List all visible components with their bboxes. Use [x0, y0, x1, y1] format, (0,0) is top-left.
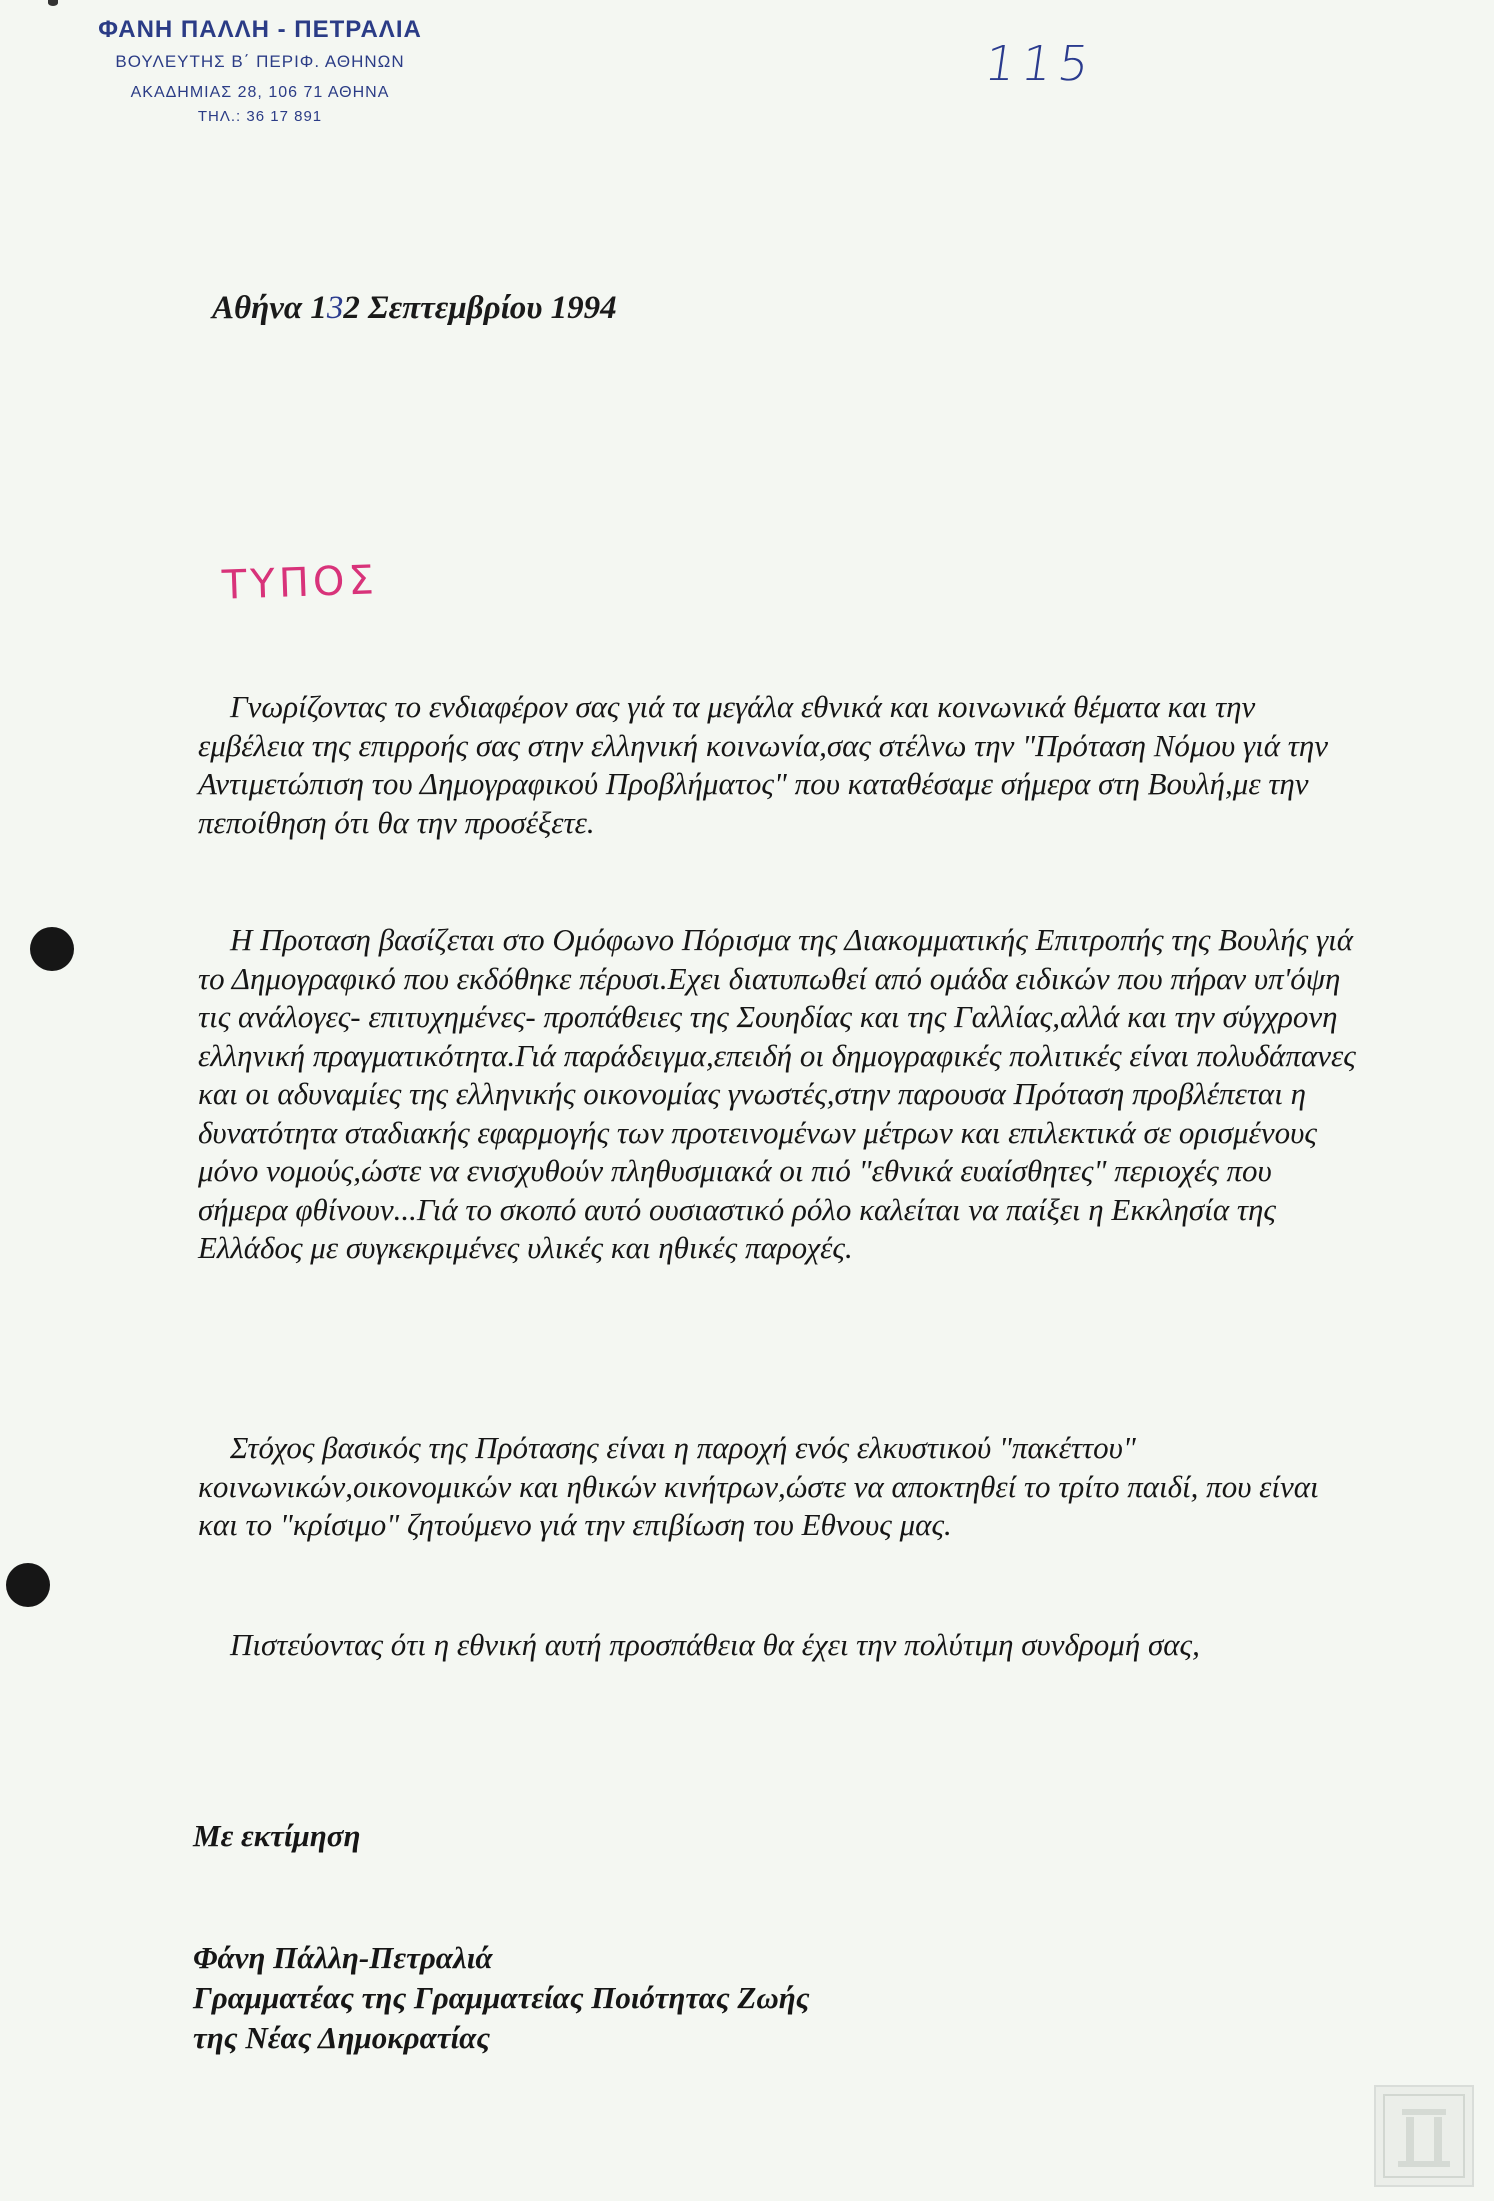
- date-correction: 3: [326, 290, 344, 326]
- paragraph-text: Πιστεύοντας ότι η εθνική αυτή προσπάθεια θα έχει την πολύτιμη συνδρομή σας,: [230, 1627, 1200, 1662]
- signature-title: Γραμματέας της Γραμματείας Ποιότητας Ζωής: [193, 1980, 810, 2015]
- paragraph-text: Στόχος βασικός της Πρότασης είναι η παροχή ενός ελκυστικού "πακέττου" κοινωνικών,οικονομικών και ηθικών κινήτρων,ώστε να αποκτηθεί το τρίτο παιδί, που είναι και το "κρίσιμο" ζητούμενο γιά την επιβίωση του Εθνους μας.: [198, 1430, 1319, 1542]
- signature-block: [193, 1938, 810, 2058]
- signature-name: Φάνη Πάλλη-Πετραλιά: [193, 1940, 493, 1975]
- date-prefix: Αθήνα 1: [212, 290, 327, 326]
- paragraph: [198, 1429, 1358, 1545]
- punch-hole: [30, 927, 74, 971]
- punch-hole: [6, 1563, 50, 1607]
- closing: Με εκτίμηση: [193, 1818, 361, 1853]
- paragraph-text: Γνωρίζοντας το ενδιαφέρον σας γιά τα μεγάλα εθνικά και κοινωνικά θέματα και την εμβέλεια της επιρροής σας στην ελληνική κοινωνία,σας στέλνω την "Πρόταση Νόμου γιά την Αντιμετώπιση του Δημογραφικού Προβλήματος" που καταθέσαμε σήμερα στη Βουλή,με την πεποίθηση ότι θα την προσέξετε.: [198, 689, 1329, 840]
- letter-date: [212, 290, 617, 327]
- letterhead-name: ΦΑΝΗ ΠΑΛΛΗ - ΠΕΤΡΑΛΙΑ: [98, 16, 422, 43]
- paragraph-text: Η Προταση βασίζεται στο Ομόφωνο Πόρισμα της Διακομματικής Επιτροπής της Βουλής γιά το Δημογραφικό που εκδόθηκε πέρυσι.Εχει διατυπωθεί από ομάδα ειδικών που πήραν υπ'όψη τις ανάλογες- επιτυχημένες- προπάθειες της Σουηδίας και της Γαλλίας,αλλά και την σύγχρονη ελληνική πραγματικότητα.Γιά παράδειγμα,επειδή οι δημογραφικές πολιτικές είναι πολυδάπανες και οι αδυναμίες της ελληνικής οικονομίας γνωστές,στην παρουσα Πρόταση προβλέπεται η δυνατότητα σταδιακής εφαρμογής των προτεινομένων μέτρων και επιλεκτικά σε ορισμένους μόνο νομούς,ώστε να ενισχυθούν πληθυσμιακά οι πιό "εθνικά ευαίσθητες" περιοχές που σήμερα φθίνουν...Γιά το σκοπό αυτό ουσιαστικό ρόλο καλείται να παίξει η Εκκλησία της Ελλάδος με συγκεκριμένες υλικές και ηθικές παροχές.: [198, 922, 1356, 1265]
- letterhead: [60, 16, 460, 125]
- letterhead-phone: ΤΗΛ.: 36 17 891: [197, 108, 323, 125]
- archive-seal-icon: [1374, 2085, 1474, 2187]
- ink-mark: [48, 0, 58, 6]
- handwritten-number: 115: [981, 36, 1099, 92]
- date-rest: 2 Σεπτεμβρίου 1994: [343, 290, 617, 326]
- handwritten-recipient: ΤΥΠΟΣ: [221, 557, 379, 609]
- letterhead-role: ΒΟΥΛΕΥΤΗΣ Β΄ ΠΕΡΙΦ. ΑΘΗΝΩΝ: [115, 52, 405, 71]
- signature-title: της Νέας Δημοκρατίας: [193, 2020, 491, 2055]
- paragraph: [198, 1626, 1358, 1665]
- paragraph: [198, 688, 1358, 842]
- letterhead-address: ΑΚΑΔΗΜΙΑΣ 28, 106 71 ΑΘΗΝΑ: [130, 84, 390, 101]
- paragraph: [198, 921, 1358, 1268]
